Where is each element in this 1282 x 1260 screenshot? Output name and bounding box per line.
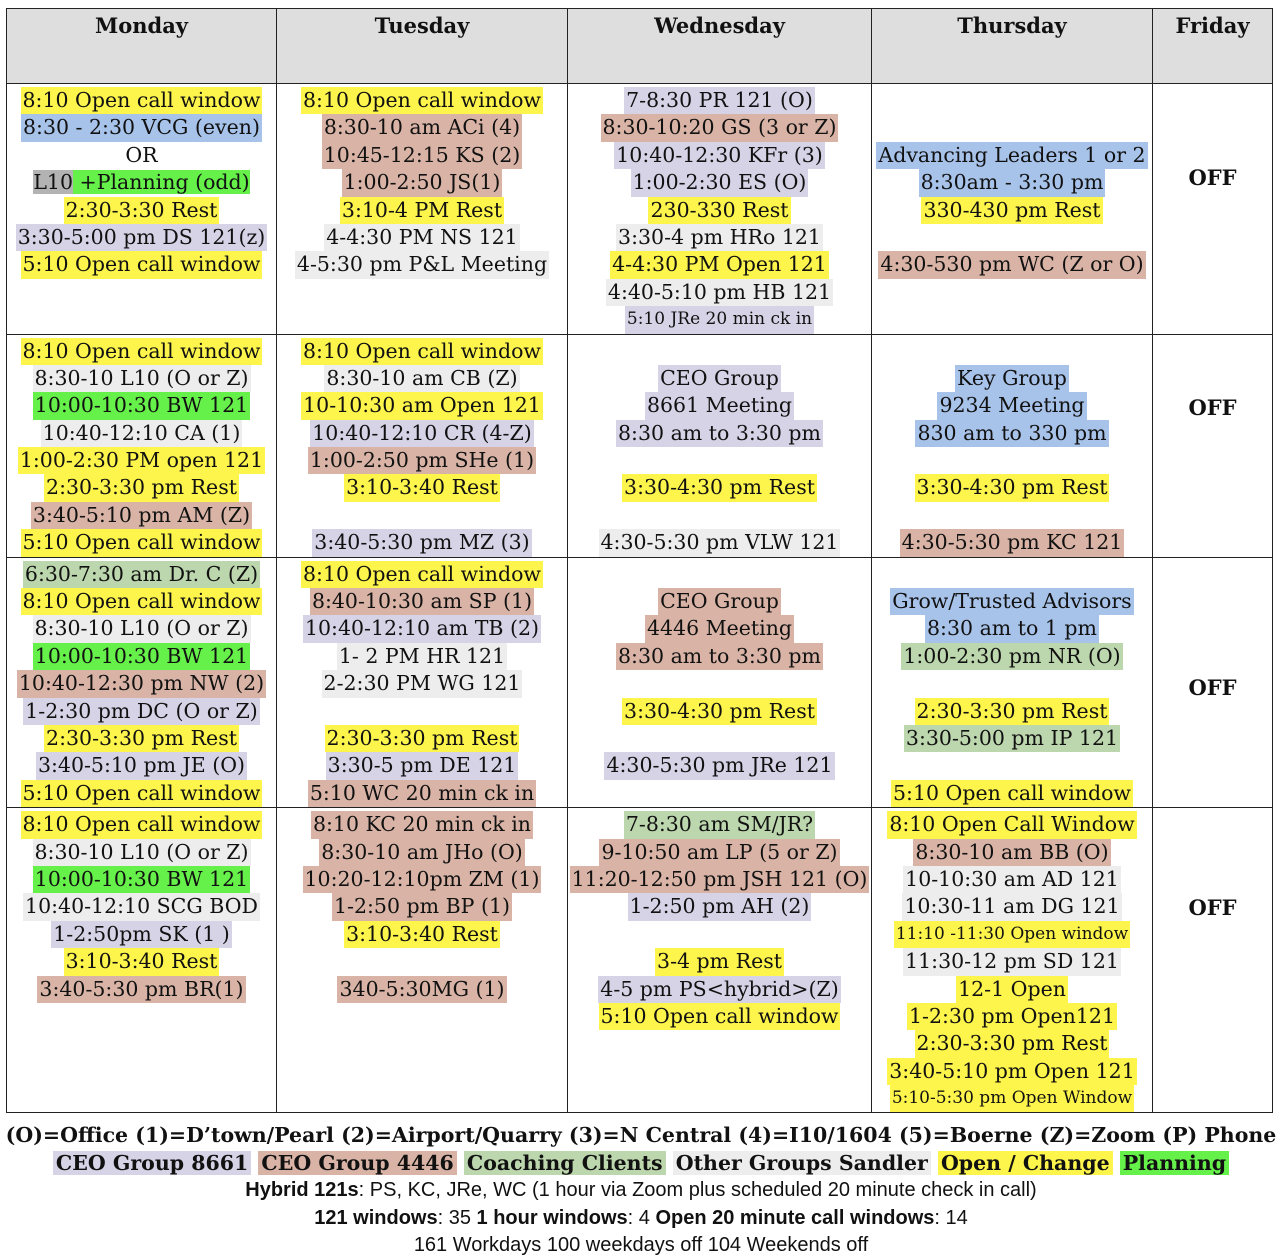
day-cell-thursday (872, 84, 1153, 335)
legend-key-item: CEO Group 8661 (53, 1151, 251, 1175)
schedule-entry: 9234 Meeting (937, 392, 1086, 419)
legend-key-item: Open / Change (938, 1151, 1113, 1175)
schedule-entry: 5:10-5:30 pm Open Window (890, 1085, 1134, 1112)
open-windows-value: : 14 (934, 1206, 968, 1229)
schedule-entry: 10:40-12:30 pm NW (2) (17, 670, 266, 697)
schedule-entry: 8:10 Open call window (21, 338, 263, 365)
schedule-entry: 3:30-5:00 pm DS 121(z) (16, 224, 268, 251)
day-cell-wednesday (568, 557, 872, 808)
legend (0, 1122, 1282, 1260)
schedule-entry: 3:40-5:30 pm MZ (3) (312, 529, 531, 556)
schedule-entry: 8661 Meeting (645, 392, 794, 419)
schedule-entry: 3:10-3:40 Rest (64, 948, 220, 975)
schedule-entry: 10:45-12:15 KS (2) (322, 142, 523, 169)
schedule-entry: 4:40-5:10 pm HB 121 (606, 279, 833, 306)
schedule-entry: 1:00-2:30 pm NR (O) (901, 643, 1122, 670)
schedule-entry: 4-4:30 PM Open 121 (610, 251, 829, 278)
hybrid-note (0, 1177, 1282, 1205)
schedule-entry: 8:30-10:20 GS (3 or Z) (601, 114, 839, 141)
hour-windows-value: : 4 (627, 1206, 656, 1229)
cell-content (568, 808, 871, 1030)
schedule-entry: 7-8:30 am SM/JR? (624, 811, 815, 838)
schedule-entry: 10:00-10:30 BW 121 (33, 392, 250, 419)
day-cell-monday (7, 334, 277, 557)
schedule-entry: 4446 Meeting (645, 615, 794, 642)
schedule-entry: 8:30-10 am ACi (4) (322, 114, 522, 141)
blank-line (1010, 447, 1014, 474)
blank-line (1010, 338, 1014, 365)
schedule-entry: 8:30-10 am BB (O) (913, 839, 1110, 866)
schedule-entry: 7-8:30 PR 121 (O) (624, 87, 815, 114)
schedule-entry: 4:30-5:30 pm KC 121 (900, 529, 1125, 556)
legend-key-item: Other Groups Sandler (673, 1151, 931, 1175)
schedule-entry: 3-4 pm Rest (655, 948, 784, 975)
day-cell-friday (1153, 84, 1273, 335)
legend-key-item: Coaching Clients (464, 1151, 666, 1175)
schedule-entry: 10:00-10:30 BW 121 (33, 643, 250, 670)
schedule-entry: 1- 2 PM HR 121 (337, 643, 507, 670)
day-totals: 161 Workdays 100 weekdays off 104 Weekends off (413, 1234, 869, 1256)
cell-content (277, 808, 567, 1003)
schedule-entry: 2:30-3:30 Rest (64, 197, 220, 224)
cell-content (568, 558, 871, 780)
hybrid-label: Hybrid 121s (245, 1179, 359, 1201)
schedule-entry: 340-5:30MG (1) (337, 976, 506, 1003)
cell-content (872, 558, 1152, 808)
schedule-entry: 3:30-5:00 pm IP 121 (904, 725, 1120, 752)
blank-line (1010, 87, 1014, 114)
cell-content (568, 335, 871, 557)
day-header-monday: Monday (7, 9, 277, 84)
cell-content (1153, 335, 1272, 420)
schedule-entry: 2:30-3:30 pm Rest (915, 698, 1110, 725)
schedule-entry: 4:30-530 pm WC (Z or O) (878, 251, 1145, 278)
schedule-entry: 8:30-10 L10 (O or Z) (33, 365, 251, 392)
day-header-tuesday: Tuesday (277, 9, 568, 84)
day-header-wednesday: Wednesday (568, 9, 872, 84)
schedule-entry: 3:30-5 pm DE 121 (326, 752, 519, 779)
blank-line (1010, 502, 1014, 529)
schedule-entry: 2:30-3:30 pm Rest (44, 474, 239, 501)
schedule-entry: 4-5 pm PS<hybrid>(Z) (598, 976, 840, 1003)
schedule-entry: 8:10 Open call window (21, 87, 263, 114)
schedule-entry: 3:30-4 pm HRo 121 (616, 224, 823, 251)
day-cell-monday (7, 557, 277, 808)
blank-line (420, 698, 424, 725)
schedule-entry: 5:10 Open call window (21, 529, 263, 556)
schedule-entry: 4-4:30 PM NS 121 (324, 224, 519, 251)
blank-line (718, 921, 722, 948)
off-label: OFF (1188, 895, 1237, 921)
schedule-entry: 2:30-3:30 pm Rest (44, 725, 239, 752)
schedule-entry: 5:10 JRe 20 min ck in (625, 306, 814, 333)
schedule-entry: 1:00-2:30 PM open 121 (18, 447, 265, 474)
schedule-entry: 6:30-7:30 am Dr. C (Z) (23, 561, 260, 588)
cell-content (277, 84, 567, 279)
schedule-entry: 8:10 Open call window (301, 561, 543, 588)
open-windows-label: Open 20 minute call windows (655, 1206, 935, 1229)
day-cell-monday (7, 808, 277, 1113)
schedule-entry: 10:40-12:10 CA (1) (41, 420, 243, 447)
day-cell-tuesday (277, 808, 568, 1113)
cell-content (7, 808, 276, 1003)
schedule-entry: 8:30 am to 3:30 pm (616, 643, 823, 670)
schedule-entry: 4-5:30 pm P&L Meeting (295, 251, 549, 278)
off-label: OFF (1188, 394, 1237, 420)
schedule-entry: Key Group (955, 365, 1069, 392)
day-cell-monday (7, 84, 277, 335)
schedule-entry: 8:40-10:30 am SP (1) (310, 588, 534, 615)
blank-line (420, 502, 424, 529)
schedule-entry: CEO Group (658, 588, 781, 615)
day-cell-wednesday (568, 84, 872, 335)
entry-segment: L10 (33, 170, 74, 195)
schedule-entry: OR (125, 142, 158, 167)
schedule-entry: 3:10-3:40 Rest (344, 474, 500, 501)
schedule-entry: 8:10 Open call window (301, 338, 543, 365)
day-header-row (7, 9, 1273, 84)
blank-line (718, 670, 722, 697)
cell-content (277, 558, 567, 808)
week-row (7, 557, 1273, 808)
cell-content (1153, 808, 1272, 920)
schedule-entry: 10-10:30 am Open 121 (301, 392, 543, 419)
schedule-entry: 10:40-12:10 am TB (2) (303, 615, 541, 642)
schedule-entry: 5:10 Open call window (891, 780, 1133, 807)
schedule-entry (33, 169, 249, 196)
color-key (0, 1150, 1282, 1178)
cell-content (872, 335, 1152, 557)
schedule-entry: 1:00-2:50 JS(1) (342, 169, 503, 196)
cell-content (7, 84, 276, 279)
hour-windows-label: 1 hour windows (476, 1206, 628, 1229)
schedule-entry: 11:30-12 pm SD 121 (903, 948, 1121, 975)
schedule-entry: 5:10 Open call window (21, 780, 263, 807)
legend-key-item: Planning (1120, 1151, 1229, 1175)
schedule-entry: Advancing Leaders 1 or 2 (876, 142, 1147, 169)
day-cell-friday (1153, 808, 1273, 1113)
cell-content (1153, 558, 1272, 700)
schedule-entry: 2:30-3:30 pm Rest (915, 1030, 1110, 1057)
schedule-entry: 5:10 Open call window (599, 1003, 841, 1030)
cell-content (7, 558, 276, 808)
schedule-entry: 3:30-4:30 pm Rest (622, 474, 817, 501)
schedule-body (7, 84, 1273, 1113)
window-counts (0, 1205, 1282, 1233)
schedule-entry: 2-2:30 PM WG 121 (322, 670, 523, 697)
schedule-entry: 3:10-3:40 Rest (344, 921, 500, 948)
schedule-entry: CEO Group (658, 365, 781, 392)
hybrid-text: : PS, KC, JRe, WC (1 hour via Zoom plus scheduled 20 minute check in call) (358, 1179, 1037, 1201)
blank-line (420, 948, 424, 975)
day-cell-wednesday (568, 334, 872, 557)
cell-content (872, 808, 1152, 1112)
day-cell-tuesday (277, 334, 568, 557)
schedule-entry: 830 am to 330 pm (915, 420, 1108, 447)
schedule-entry: 230-330 Rest (648, 197, 790, 224)
schedule-entry: 8:30-10 L10 (O or Z) (33, 839, 251, 866)
schedule-entry: 1-2:50pm SK (1 ) (51, 921, 232, 948)
schedule-entry: 10:20-12:10pm ZM (1) (303, 866, 542, 893)
windows-label: 121 windows (314, 1206, 438, 1229)
schedule-entry: 1:00-2:30 ES (O) (631, 169, 809, 196)
schedule-entry: 8:10 Open Call Window (887, 811, 1136, 838)
schedule-entry: 5:10 Open call window (21, 251, 263, 278)
schedule-entry: 4:30-5:30 pm VLW 121 (599, 529, 841, 556)
schedule-entry: 8:30 am to 3:30 pm (616, 420, 823, 447)
week-row (7, 808, 1273, 1113)
cell-content (7, 335, 276, 557)
blank-line (1010, 670, 1014, 697)
schedule-entry: 8:10 Open call window (21, 588, 263, 615)
blank-line (1010, 561, 1014, 588)
week-row (7, 334, 1273, 557)
schedule-entry: 3:30-4:30 pm Rest (622, 698, 817, 725)
windows-value: : 35 (437, 1206, 477, 1229)
schedule-entry: 11:10 -11:30 Open window (894, 921, 1130, 948)
day-cell-thursday (872, 808, 1153, 1113)
schedule-entry: 1:00-2:50 pm SHe (1) (308, 447, 536, 474)
schedule-entry: 5:10 WC 20 min ck in (308, 780, 536, 807)
cell-content (277, 335, 567, 557)
day-cell-friday (1153, 557, 1273, 808)
day-cell-wednesday (568, 808, 872, 1113)
schedule-entry: 330-430 pm Rest (921, 197, 1102, 224)
blank-line (1010, 752, 1014, 779)
day-header-friday: Friday (1153, 9, 1273, 84)
day-cell-tuesday (277, 557, 568, 808)
cell-content (1153, 84, 1272, 190)
schedule-entry: 2:30-3:30 pm Rest (325, 725, 520, 752)
blank-line (1010, 224, 1014, 251)
schedule-entry: Grow/Trusted Advisors (890, 588, 1133, 615)
cell-content (568, 84, 871, 334)
schedule-entry: 3:40-5:10 pm JE (O) (36, 752, 247, 779)
schedule-entry: 8:10 KC 20 min ck in (311, 811, 533, 838)
schedule-entry: 11:20-12:50 pm JSH 121 (O) (570, 866, 870, 893)
schedule-entry: 10-10:30 am AD 121 (903, 866, 1121, 893)
schedule-entry: 3:40-5:30 pm BR(1) (37, 976, 245, 1003)
schedule-entry: 8:30 - 2:30 VCG (even) (21, 114, 262, 141)
schedule-entry: 1-2:50 pm BP (1) (332, 893, 512, 920)
schedule-entry: 1-2:30 pm DC (O or Z) (23, 698, 259, 725)
schedule-entry: 10:30-11 am DG 121 (902, 893, 1121, 920)
off-label: OFF (1188, 165, 1237, 190)
schedule-entry: 8:10 Open call window (21, 811, 263, 838)
schedule-entry: 8:30-10 am JHo (O) (319, 839, 525, 866)
schedule-entry: 8:30 am to 1 pm (925, 615, 1099, 642)
blank-line (718, 502, 722, 529)
blank-line (718, 338, 722, 365)
cell-content (872, 84, 1152, 279)
location-key: (O)=Office (1)=D’town/Pearl (2)=Airport/Quarry (3)=N Central (4)=I10/1604 (5)=Boerne (Z)=Zoom (P) Phone (5, 1123, 1277, 1147)
schedule-entry: 9-10:50 am LP (5 or Z) (599, 839, 839, 866)
week-row (7, 84, 1273, 335)
weekly-schedule-table (6, 8, 1273, 1113)
schedule-entry: 10:00-10:30 BW 121 (33, 866, 250, 893)
blank-line (718, 561, 722, 588)
schedule-entry: 3:40-5:10 pm Open 121 (887, 1058, 1137, 1085)
day-header-thursday: Thursday (872, 9, 1153, 84)
entry-segment: +Planning (odd) (73, 170, 250, 195)
schedule-entry: 10:40-12:30 KFr (3) (614, 142, 825, 169)
blank-line (718, 447, 722, 474)
day-cell-tuesday (277, 84, 568, 335)
blank-line (1010, 114, 1014, 141)
legend-key-item: CEO Group 4446 (258, 1151, 456, 1175)
schedule-entry: 8:30-10 am CB (Z) (324, 365, 519, 392)
schedule-entry: 1-2:50 pm AH (2) (628, 893, 812, 920)
schedule-entry: 3:40-5:10 pm AM (Z) (31, 502, 252, 529)
day-cell-thursday (872, 557, 1153, 808)
schedule-entry: 3:30-4:30 pm Rest (915, 474, 1110, 501)
schedule-entry: 8:10 Open call window (301, 87, 543, 114)
day-cell-thursday (872, 334, 1153, 557)
blank-line (718, 725, 722, 752)
off-label: OFF (1188, 674, 1237, 700)
day-cell-friday (1153, 334, 1273, 557)
schedule-entry: 10:40-12:10 CR (4-Z) (310, 420, 533, 447)
schedule-entry: 1-2:30 pm Open121 (907, 1003, 1117, 1030)
schedule-entry: 8:30am - 3:30 pm (919, 169, 1106, 196)
schedule-entry: 10:40-12:10 SCG BOD (23, 893, 260, 920)
schedule-entry: 3:10-4 PM Rest (340, 197, 504, 224)
schedule-entry: 8:30-10 L10 (O or Z) (33, 615, 251, 642)
schedule-entry: 12-1 Open (956, 976, 1068, 1003)
schedule-entry: 4:30-5:30 pm JRe 121 (604, 752, 834, 779)
